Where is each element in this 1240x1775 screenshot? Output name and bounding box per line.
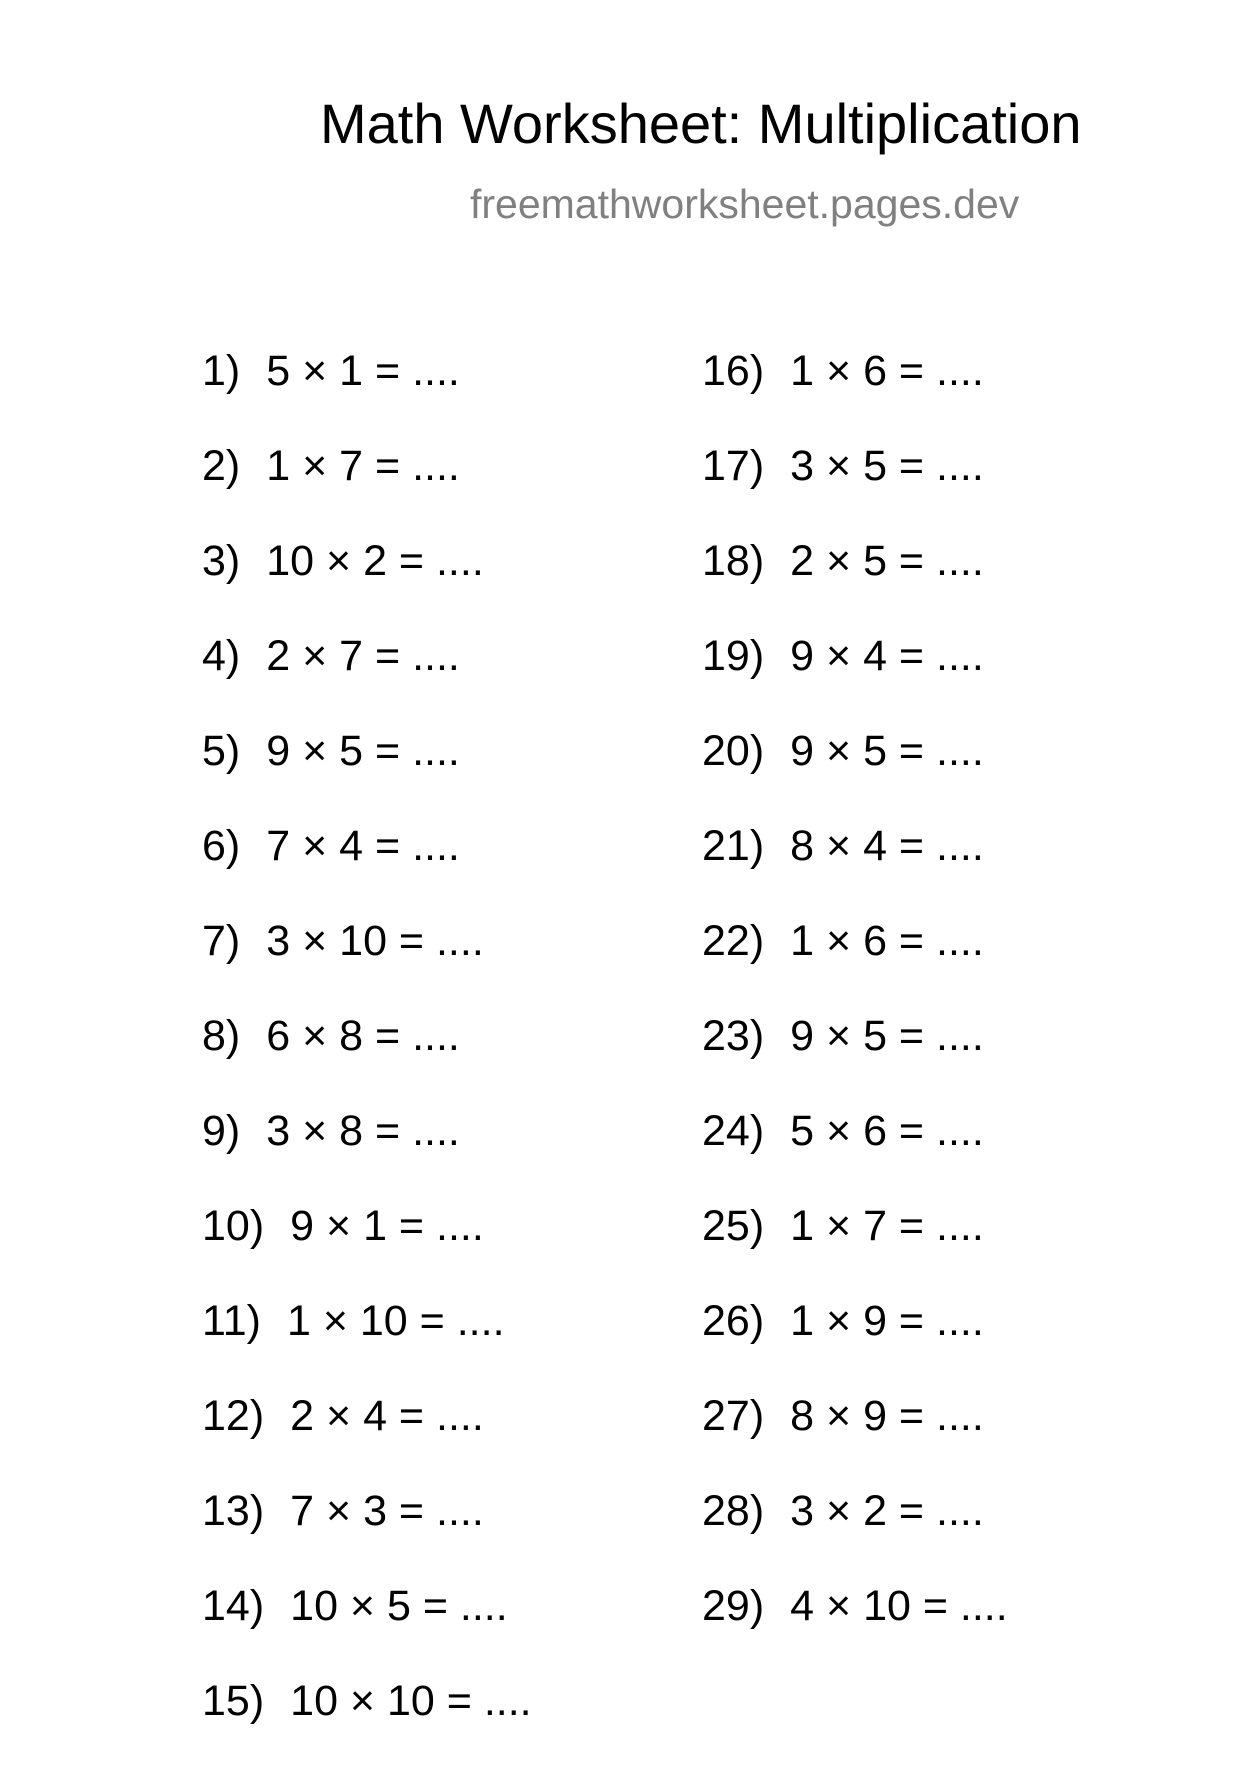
problem-number: 21) (702, 822, 765, 870)
problem-expression: 10 × 2 = .... (266, 537, 484, 585)
problem-15 (202, 1677, 532, 1775)
problem-29 (702, 1582, 1008, 1680)
problem-number: 27) (702, 1392, 765, 1440)
problem-expression: 9 × 5 = .... (790, 727, 984, 775)
problem-number: 19) (702, 632, 765, 680)
problem-number: 22) (702, 917, 765, 965)
problem-2 (202, 442, 532, 540)
problem-expression: 8 × 9 = .... (790, 1392, 984, 1440)
problem-number: 24) (702, 1107, 765, 1155)
problem-expression: 3 × 10 = .... (266, 917, 484, 965)
problem-expression: 9 × 1 = .... (290, 1202, 484, 1250)
problem-number: 25) (702, 1202, 765, 1250)
problem-expression: 3 × 2 = .... (790, 1487, 984, 1535)
problem-expression: 8 × 4 = .... (790, 822, 984, 870)
problem-16 (702, 347, 1008, 445)
problem-24 (702, 1107, 1008, 1205)
problem-expression: 10 × 5 = .... (290, 1582, 508, 1630)
problem-expression: 9 × 5 = .... (266, 727, 460, 775)
problem-expression: 1 × 7 = .... (790, 1202, 984, 1250)
problem-10 (202, 1202, 532, 1300)
problem-26 (702, 1297, 1008, 1395)
problem-expression: 9 × 4 = .... (790, 632, 984, 680)
problem-expression: 1 × 9 = .... (790, 1297, 984, 1345)
problem-expression: 3 × 5 = .... (790, 442, 984, 490)
problem-expression: 7 × 4 = .... (266, 822, 460, 870)
problem-18 (702, 537, 1008, 635)
problem-expression: 5 × 6 = .... (790, 1107, 984, 1155)
problem-expression: 6 × 8 = .... (266, 1012, 460, 1060)
problem-expression: 2 × 7 = .... (266, 632, 460, 680)
problem-5 (202, 727, 532, 825)
problem-expression: 2 × 5 = .... (790, 537, 984, 585)
problem-3 (202, 537, 532, 635)
problem-expression: 1 × 6 = .... (790, 347, 984, 395)
problem-number: 2) (202, 442, 241, 490)
problem-12 (202, 1392, 532, 1490)
problem-number: 6) (202, 822, 241, 870)
problem-expression: 3 × 8 = .... (266, 1107, 460, 1155)
problem-expression: 1 × 7 = .... (266, 442, 460, 490)
problem-19 (702, 632, 1008, 730)
problem-number: 10) (202, 1202, 265, 1250)
problem-number: 7) (202, 917, 241, 965)
problem-28 (702, 1487, 1008, 1585)
problem-number: 18) (702, 537, 765, 585)
problems-column-left (202, 347, 532, 1775)
site-url: freemathworksheet.pages.dev (470, 181, 1020, 227)
problem-number: 20) (702, 727, 765, 775)
problem-number: 16) (702, 347, 765, 395)
problem-9 (202, 1107, 532, 1205)
problem-expression: 4 × 10 = .... (790, 1582, 1008, 1630)
problem-number: 17) (702, 442, 765, 490)
worksheet-title: Math Worksheet: Multiplication (320, 92, 1082, 155)
problem-8 (202, 1012, 532, 1110)
problem-number: 15) (202, 1677, 265, 1725)
problem-expression: 1 × 10 = .... (286, 1297, 505, 1345)
problem-number: 29) (702, 1582, 765, 1630)
problem-number: 12) (202, 1392, 265, 1440)
problem-23 (702, 1012, 1008, 1110)
problem-number: 11) (202, 1297, 261, 1345)
problem-17 (702, 442, 1008, 540)
problem-number: 13) (202, 1487, 265, 1535)
problem-number: 23) (702, 1012, 765, 1060)
problem-number: 9) (202, 1107, 241, 1155)
problem-expression: 1 × 6 = .... (790, 917, 984, 965)
problem-number: 26) (702, 1297, 765, 1345)
problem-14 (202, 1582, 532, 1680)
problem-number: 28) (702, 1487, 765, 1535)
problem-1 (202, 347, 532, 445)
problem-22 (702, 917, 1008, 1015)
problem-4 (202, 632, 532, 730)
problem-27 (702, 1392, 1008, 1490)
problem-number: 4) (202, 632, 241, 680)
problem-number: 1) (202, 347, 241, 395)
problem-7 (202, 917, 532, 1015)
problem-25 (702, 1202, 1008, 1300)
problem-expression: 2 × 4 = .... (290, 1392, 484, 1440)
problem-13 (202, 1487, 532, 1585)
problem-11 (202, 1297, 532, 1395)
problem-number: 3) (202, 537, 241, 585)
problem-expression: 7 × 3 = .... (290, 1487, 484, 1535)
problem-number: 5) (202, 727, 241, 775)
problem-expression: 10 × 10 = .... (290, 1677, 532, 1725)
problem-expression: 9 × 5 = .... (790, 1012, 984, 1060)
problem-21 (702, 822, 1008, 920)
problem-20 (702, 727, 1008, 825)
problem-expression: 5 × 1 = .... (266, 347, 460, 395)
problems-column-right (702, 347, 1008, 1680)
problem-number: 8) (202, 1012, 241, 1060)
problem-number: 14) (202, 1582, 265, 1630)
problem-6 (202, 822, 532, 920)
